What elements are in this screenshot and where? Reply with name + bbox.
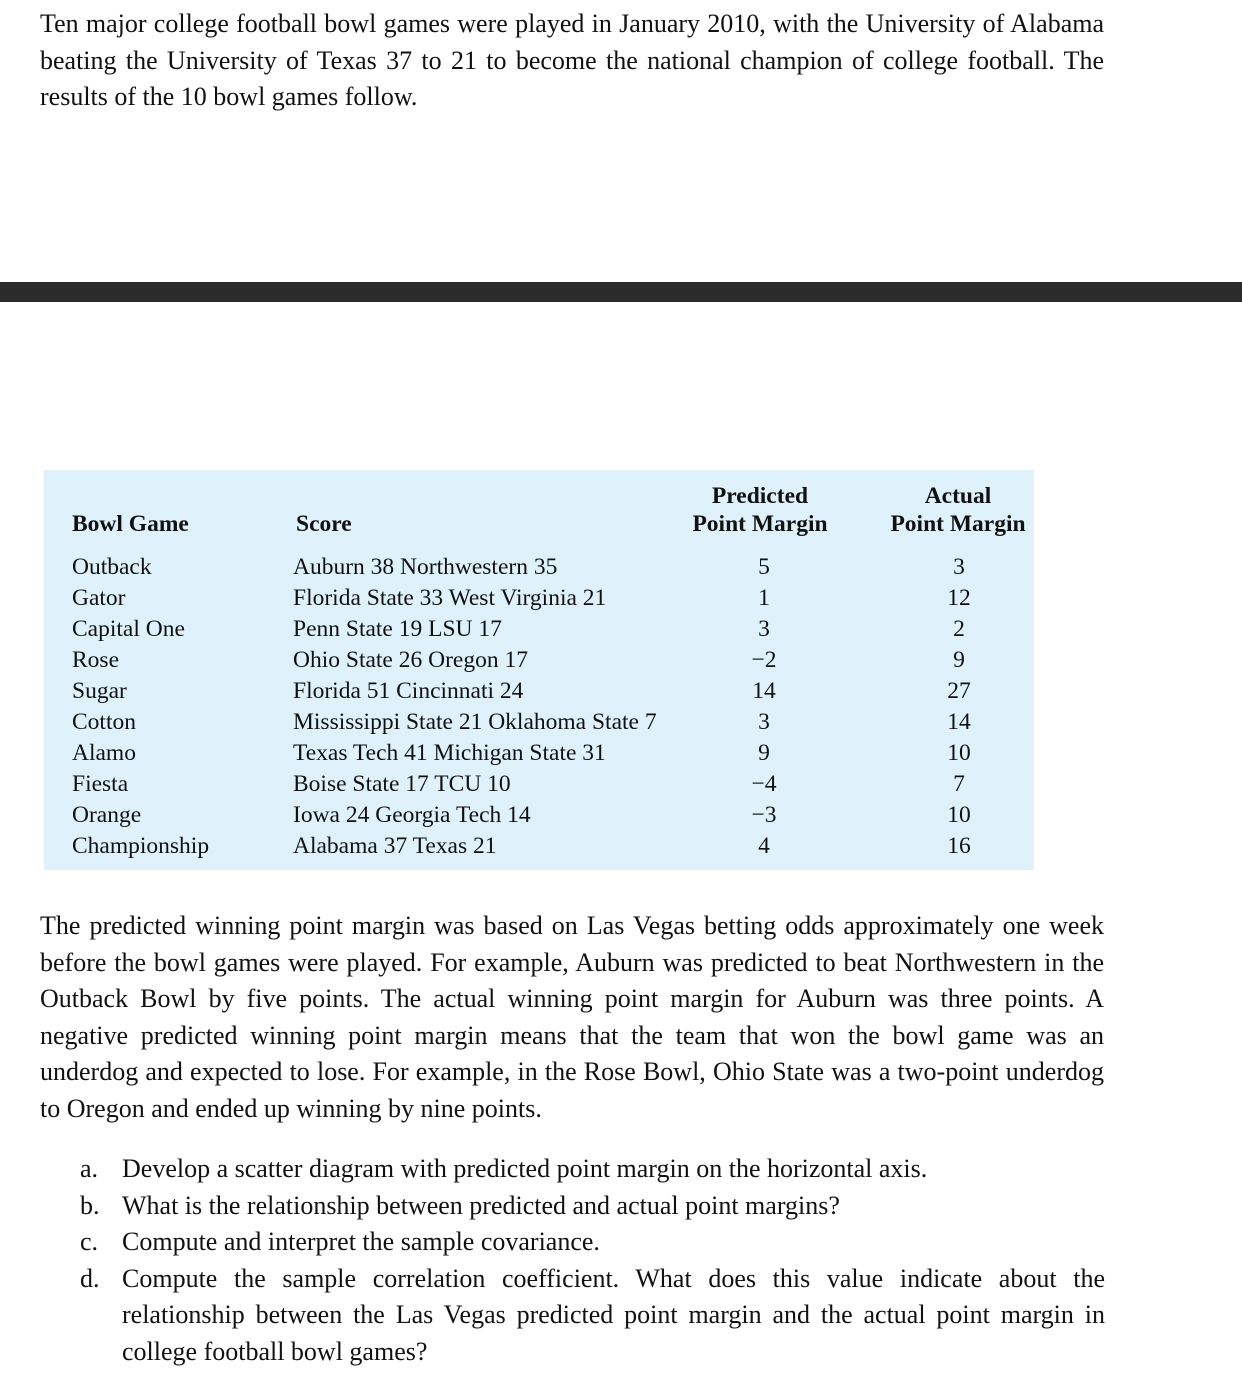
bowl-game-cell: Fiesta	[72, 771, 129, 797]
score-cell: Penn State 19 LSU 17	[293, 616, 502, 642]
header-score: Score	[296, 511, 352, 537]
bowl-game-cell: Cotton	[72, 709, 136, 735]
actual-margin-cell: 2	[953, 616, 965, 642]
question-item	[80, 1261, 1105, 1371]
predicted-margin-cell: 9	[758, 740, 770, 766]
actual-margin-cell: 27	[947, 678, 971, 704]
predicted-margin-cell: −4	[751, 771, 777, 797]
question-label: d.	[80, 1263, 100, 1293]
question-label: c.	[80, 1227, 99, 1256]
bowl-game-cell: Championship	[72, 833, 210, 859]
section-divider	[0, 282, 1242, 302]
bowl-game-cell: Outback	[72, 554, 152, 580]
bowl-game-cell: Gator	[72, 585, 126, 611]
question-text: Develop a scatter diagram with predicted point margin on the horizontal axis.	[122, 1154, 928, 1183]
header-predicted-line2: Point Margin	[692, 511, 828, 537]
actual-margin-cell: 10	[947, 802, 971, 828]
header-bowl-game: Bowl Game	[72, 511, 189, 537]
question-text: What is the relationship between predicted and actual point margins?	[122, 1190, 840, 1220]
explanation-paragraph: The predicted winning point margin was based on Las Vegas betting odds approximately one week before the bowl games were played. For example, Auburn was predicted to beat Northwestern in the Outback Bowl by five points. The actual winning point margin for Auburn was three points. A negative predicted winning point margin means that the team that won the bowl game was an underdog and expected to lose. For example, in the Rose Bowl, Ohio State was a two-point underdog to Oregon and ended up winning by nine points.	[40, 911, 1104, 1123]
question-item	[80, 1151, 1105, 1188]
score-cell: Florida State 33 West Virginia 21	[293, 585, 607, 611]
predicted-margin-cell: 14	[752, 678, 776, 704]
score-cell: Mississippi State 21 Oklahoma State 7	[293, 709, 657, 735]
header-actual-line1: Actual	[924, 483, 992, 509]
header-actual	[878, 482, 1038, 538]
score-cell: Boise State 17 TCU 10	[293, 771, 511, 797]
actual-margin-cell: 14	[947, 709, 971, 735]
question-item	[80, 1224, 1105, 1261]
predicted-margin-cell: 5	[758, 554, 770, 580]
header-predicted	[680, 482, 840, 538]
actual-margin-cell: 9	[953, 647, 965, 673]
predicted-margin-cell: −3	[751, 802, 777, 828]
score-cell: Auburn 38 Northwestern 35	[293, 554, 558, 580]
actual-margin-cell: 3	[953, 554, 965, 580]
predicted-margin-cell: 4	[758, 833, 770, 859]
question-list	[80, 1151, 1105, 1370]
predicted-margin-cell: 3	[758, 616, 770, 642]
actual-margin-cell: 7	[953, 771, 965, 797]
bowl-game-cell: Orange	[72, 802, 142, 828]
score-cell: Alabama 37 Texas 21	[293, 833, 497, 859]
intro-paragraph: Ten major college football bowl games were played in January 2010, with the University of Alabama beating the University of Texas 37 to 21 to become the national champion of college football. The results of the 10 bowl games follow.	[40, 9, 1104, 111]
bowl-game-cell: Sugar	[72, 678, 127, 704]
predicted-margin-cell: 3	[758, 709, 770, 735]
header-predicted-line1: Predicted	[711, 483, 809, 509]
bowl-game-cell: Capital One	[72, 616, 185, 642]
score-cell: Florida 51 Cincinnati 24	[293, 678, 524, 704]
bowl-results-table	[44, 470, 1034, 870]
question-text: Compute and interpret the sample covariance.	[122, 1227, 600, 1256]
score-cell: Iowa 24 Georgia Tech 14	[293, 802, 531, 828]
question-item	[80, 1188, 1105, 1225]
header-actual-line2: Point Margin	[890, 511, 1026, 537]
actual-margin-cell: 16	[947, 833, 971, 859]
actual-margin-cell: 10	[947, 740, 971, 766]
bowl-game-cell: Alamo	[72, 740, 136, 766]
question-text: Compute the sample correlation coefficient. What does this value indicate about the relationship between the Las Vegas predicted point margin and the actual point margin in college football bowl games?	[122, 1263, 1105, 1366]
predicted-margin-cell: −2	[751, 647, 777, 673]
score-cell: Ohio State 26 Oregon 17	[293, 647, 528, 673]
score-cell: Texas Tech 41 Michigan State 31	[293, 740, 606, 766]
actual-margin-cell: 12	[947, 585, 971, 611]
question-label: b.	[80, 1190, 100, 1220]
question-label: a.	[80, 1154, 99, 1183]
predicted-margin-cell: 1	[758, 585, 770, 611]
bowl-game-cell: Rose	[72, 647, 119, 673]
